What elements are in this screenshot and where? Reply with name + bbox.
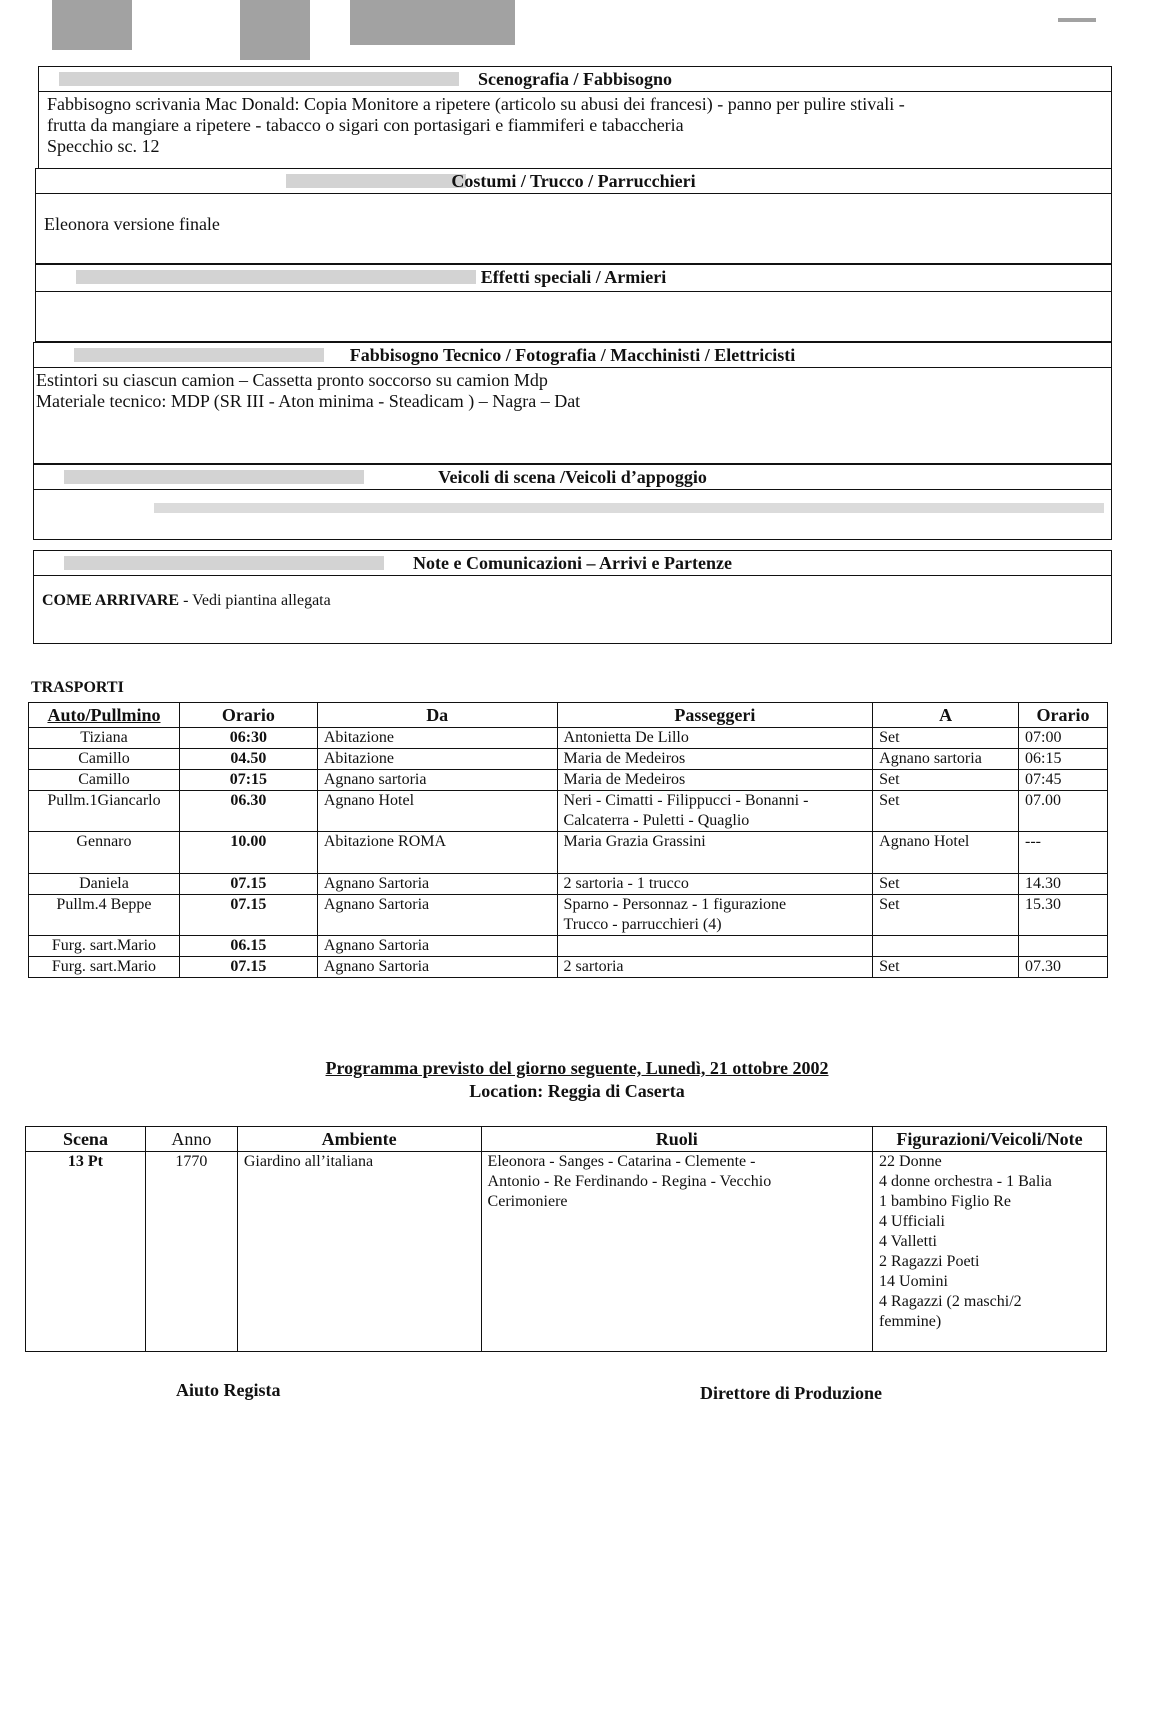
aiuto-regista-label: Aiuto Regista: [176, 1380, 281, 1400]
scan-artifact: [1058, 18, 1096, 22]
cell-auto: Camillo: [29, 770, 180, 791]
passeggeri-line: Maria de Medeiros: [563, 750, 686, 767]
cell-orario: 07.15: [179, 874, 317, 895]
programma-header-row: [26, 1127, 1107, 1152]
cell-scena: 13 Pt: [26, 1152, 146, 1352]
figurazioni-line: 4 Ufficiali: [879, 1213, 945, 1230]
cell-a: Set: [873, 895, 1019, 936]
header-ambiente: Ambiente: [237, 1127, 481, 1152]
cell-a: Set: [873, 957, 1019, 978]
cell-da: Abitazione: [317, 728, 557, 749]
cell-da: Agnano sartoria: [317, 770, 557, 791]
cell-da: Agnano Sartoria: [317, 957, 557, 978]
ruoli-line: Antonio - Re Ferdinando - Regina - Vecchio: [487, 1173, 772, 1190]
cell-orario: 07.15: [179, 957, 317, 978]
cell-a: Set: [873, 874, 1019, 895]
cell-auto: Pullm.1Giancarlo: [29, 791, 180, 832]
cell-orario: 04.50: [179, 749, 317, 770]
cell-da: Abitazione ROMA: [317, 832, 557, 874]
cell-orario-arrivo: 07:45: [1019, 770, 1108, 791]
scenografia-line-1: Fabbisogno scrivania Mac Donald: Copia Monitore a ripetere (articolo su abusi dei francesi) - panno per pulire stivali -: [47, 94, 905, 114]
cell-passeggeri: [557, 749, 873, 770]
section-effetti: [35, 264, 1112, 342]
cell-da: Abitazione: [317, 749, 557, 770]
figurazioni-line: 4 Ragazzi (2 maschi/2: [879, 1293, 1022, 1310]
programma-location: Location: Reggia di Caserta: [469, 1081, 685, 1101]
header-scena: Scena: [26, 1127, 146, 1152]
note-title-text: Note e Comunicazioni – Arrivi e Partenze: [413, 553, 732, 573]
table-row: [29, 895, 1108, 936]
passeggeri-line: Calcaterra - Puletti - Quaglio: [563, 812, 750, 829]
veicoli-title-text: Veicoli di scena /Veicoli d’appoggio: [438, 467, 707, 487]
section-scenografia-title: [39, 67, 1111, 92]
cell-ruoli: [481, 1152, 872, 1352]
section-veicoli-title: [34, 465, 1111, 490]
come-arrivare-label: COME ARRIVARE: [42, 592, 180, 609]
cell-da: Agnano Sartoria: [317, 936, 557, 957]
ruoli-line: Eleonora - Sanges - Catarina - Clemente -: [487, 1153, 756, 1170]
cell-auto: Pullm.4 Beppe: [29, 895, 180, 936]
scenografia-line-3: Specchio sc. 12: [47, 136, 160, 156]
header-a: A: [873, 703, 1019, 728]
cell-orario-arrivo: 07.00: [1019, 791, 1108, 832]
cell-auto: Camillo: [29, 749, 180, 770]
figurazioni-line: 22 Donne: [879, 1153, 942, 1170]
section-tecnico-title: [34, 343, 1111, 368]
section-effetti-title: [36, 265, 1111, 289]
header-da: Da: [317, 703, 557, 728]
ruoli-line: Cerimoniere: [487, 1193, 568, 1210]
table-row: [26, 1152, 1107, 1352]
passeggeri-line: Maria Grazia Grassini: [563, 833, 706, 850]
passeggeri-line: Antonietta De Lillo: [563, 729, 689, 746]
cell-passeggeri: [557, 791, 873, 832]
figurazioni-line: femmine): [879, 1313, 942, 1330]
cell-da: Agnano Sartoria: [317, 874, 557, 895]
cell-orario: 07:15: [179, 770, 317, 791]
cell-auto: Daniela: [29, 874, 180, 895]
cell-a: Agnano Hotel: [873, 832, 1019, 874]
cell-da: Agnano Hotel: [317, 791, 557, 832]
cell-orario: 06:30: [179, 728, 317, 749]
tecnico-body: [34, 368, 1111, 414]
cell-orario: 10.00: [179, 832, 317, 874]
section-veicoli: [33, 464, 1112, 540]
cell-a: Set: [873, 770, 1019, 791]
effetti-title-text: Effetti speciali / Armieri: [480, 267, 667, 287]
table-row: [29, 874, 1108, 895]
table-row: [29, 791, 1108, 832]
figurazioni-line: 1 bambino Figlio Re: [879, 1193, 1012, 1210]
direttore-produzione-label: Direttore di Produzione: [700, 1383, 882, 1403]
passeggeri-line: Trucco - parrucchieri (4): [563, 916, 722, 933]
trasporti-header-row: [29, 703, 1108, 728]
header-passeggeri: Passeggeri: [557, 703, 873, 728]
cell-orario-arrivo: 07:00: [1019, 728, 1108, 749]
passeggeri-line: 2 sartoria: [563, 958, 624, 975]
section-scenografia: [38, 66, 1112, 170]
passeggeri-line: Neri - Cimatti - Filippucci - Bonanni -: [563, 792, 809, 809]
cell-orario-arrivo: ---: [1019, 832, 1108, 874]
cell-figurazioni: [873, 1152, 1107, 1352]
scan-artifact: [154, 503, 1104, 513]
table-row: [29, 957, 1108, 978]
cell-passeggeri: [557, 832, 873, 874]
cell-passeggeri: [557, 770, 873, 791]
costumi-body: Eleonora versione finale: [44, 214, 220, 234]
cell-auto: Furg. sart.Mario: [29, 936, 180, 957]
section-note-title: [34, 551, 1111, 576]
programma-title: Programma previsto del giorno seguente, Lunedì, 21 ottobre 2002: [325, 1058, 829, 1078]
scenografia-body: [39, 92, 1111, 159]
header-figurazioni: Figurazioni/Veicoli/Note: [873, 1127, 1107, 1152]
scan-artifact: [52, 0, 132, 50]
header-auto: Auto/Pullmino: [29, 703, 180, 728]
cell-auto: Furg. sart.Mario: [29, 957, 180, 978]
section-costumi-title: [36, 169, 1111, 194]
come-arrivare-text: - Vedi piantina allegata: [179, 592, 331, 609]
header-anno: Anno: [145, 1127, 237, 1152]
scan-artifact: [240, 0, 310, 60]
trasporti-table: [28, 702, 1108, 978]
header-orario: Orario: [179, 703, 317, 728]
table-row: [29, 936, 1108, 957]
cell-a: Set: [873, 728, 1019, 749]
cell-passeggeri: [557, 874, 873, 895]
cell-anno: 1770: [145, 1152, 237, 1352]
scenografia-line-2: frutta da mangiare a ripetere - tabacco o sigari con portasigari e fiammiferi e tabaccheria: [47, 115, 684, 135]
cell-orario-arrivo: [1019, 936, 1108, 957]
cell-passeggeri: [557, 936, 873, 957]
tecnico-line-2: Materiale tecnico: MDP (SR III - Aton minima - Steadicam ) – Nagra – Dat: [36, 391, 581, 411]
cell-passeggeri: [557, 728, 873, 749]
cell-orario-arrivo: 06:15: [1019, 749, 1108, 770]
cell-orario-arrivo: 14.30: [1019, 874, 1108, 895]
table-row: [29, 728, 1108, 749]
trasporti-label: TRASPORTI: [31, 679, 124, 696]
cell-passeggeri: [557, 895, 873, 936]
header-orario-arrivo: Orario: [1019, 703, 1108, 728]
figurazioni-line: 14 Uomini: [879, 1273, 948, 1290]
section-costumi: [35, 168, 1112, 264]
table-row: [29, 832, 1108, 874]
section-note: [33, 550, 1112, 644]
cell-a: Set: [873, 791, 1019, 832]
table-row: [29, 770, 1108, 791]
tecnico-title-text: Fabbisogno Tecnico / Fotografia / Macchinisti / Elettricisti: [349, 345, 796, 365]
cell-da: Agnano Sartoria: [317, 895, 557, 936]
cell-a: [873, 936, 1019, 957]
cell-orario: 07.15: [179, 895, 317, 936]
tecnico-line-1: Estintori su ciascun camion – Cassetta pronto soccorso su camion Mdp: [36, 370, 548, 390]
figurazioni-line: 4 donne orchestra - 1 Balia: [879, 1173, 1052, 1190]
programma-table: [25, 1126, 1107, 1352]
cell-auto: Gennaro: [29, 832, 180, 874]
cell-orario: 06.15: [179, 936, 317, 957]
cell-a: Agnano sartoria: [873, 749, 1019, 770]
figurazioni-line: 4 Valletti: [879, 1233, 937, 1250]
scan-artifact: [350, 0, 515, 45]
cell-auto: Tiziana: [29, 728, 180, 749]
cell-passeggeri: [557, 957, 873, 978]
cell-orario-arrivo: 07.30: [1019, 957, 1108, 978]
passeggeri-line: 2 sartoria - 1 trucco: [563, 875, 689, 892]
cell-ambiente: Giardino all’italiana: [237, 1152, 481, 1352]
figurazioni-line: 2 Ragazzi Poeti: [879, 1253, 980, 1270]
note-body: [34, 576, 1111, 613]
header-ruoli: Ruoli: [481, 1127, 872, 1152]
table-row: [29, 749, 1108, 770]
passeggeri-line: Maria de Medeiros: [563, 771, 686, 788]
section-tecnico: [33, 342, 1112, 464]
cell-orario: 06.30: [179, 791, 317, 832]
cell-orario-arrivo: 15.30: [1019, 895, 1108, 936]
costumi-title-text: Costumi / Trucco / Parrucchieri: [451, 171, 696, 191]
scenografia-title-text: Scenografia / Fabbisogno: [477, 69, 673, 89]
passeggeri-line: Sparno - Personnaz - 1 figurazione: [563, 896, 787, 913]
